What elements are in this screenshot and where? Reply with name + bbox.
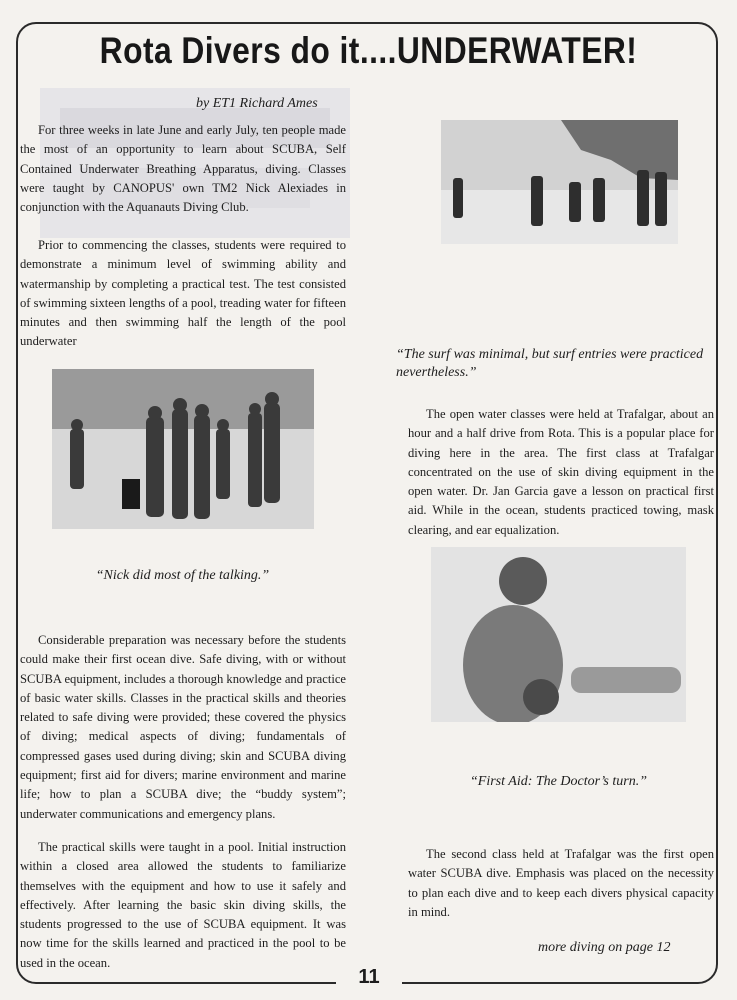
photo-caption-2: “The surf was minimal, but surf entries were practiced nevertheless.”	[396, 347, 704, 380]
paragraph-open-water: The open water classes were held at Trafalgar, about an hour and a half drive from Rota. This is a popular place for diving here in the area. The first class at Trafalgar concentrated on the use of skin diving equipment in the open water. Dr. Jan Garcia gave a lesson on practical first aid. While in the ocean, students practiced towing, mask clearing, and ear equalization.	[408, 407, 714, 537]
photo-caption-3: “First Aid: The Doctor’s turn.”	[470, 774, 647, 789]
photo-caption-1: “Nick did most of the talking.”	[95, 568, 270, 583]
paragraph-scuba-dive: The second class held at Trafalgar was the first open water SCUBA dive. Emphasis was placed on the necessity to plan each dive and to keep each divers physical capacity in mind.	[408, 847, 714, 919]
surf-entry-image	[441, 120, 678, 244]
continued-on-page-link[interactable]: more diving on page 12	[538, 940, 671, 955]
paragraph-intro: For three weeks in late June and early July, ten people made the most of an opportunity to learn about SCUBA, Self Contained Underwater Breathing Apparatus, diving. Classes were taught by CANOPUS' own TM2 Nick Alexiades in conjunction with the Aquanauts Diving Club.	[20, 123, 346, 215]
page-number: 11	[336, 966, 402, 989]
photo-nick-talking	[52, 369, 314, 529]
photo-surf-entries	[441, 120, 678, 244]
divers-on-beach-image	[52, 369, 314, 529]
paragraph-preparation: Considerable preparation was necessary before the students could make their first ocean dive. Safe diving, with or without SCUBA equipment, includes a thorough knowledge and practice of basic water skills. Classes in the practical skills and theories related to safe diving were provided; these covered the physics of diving; medical aspects of diving; fundamentals of compressed gases used during diving; skin and SCUBA diving equipment; first aid for divers; marine environment and marine life; how to plan a SCUBA dive; the “buddy system”; underwater communications and emergency plans.	[20, 633, 346, 821]
paragraph-pool-training: The practical skills were taught in a pool. Initial instruction within a closed area allowed the students to familiarize themselves with the equipment and how to use it safely and effectively. After learning the basic skin diving skills, the students progressed to the use of SCUBA equipment. It was now time for the skills learned and practiced in the pool to be used in the ocean.	[20, 840, 346, 970]
paragraph-prerequisites: Prior to commencing the classes, students were required to demonstrate a minimum level of swimming ability and watermanship by completing a practical test. The test consisted of swimming sixteen lengths of a pool, treading water for fifteen minutes and then swimming half the length of the pool underwater	[20, 238, 346, 349]
article-title: Rota Divers do it....UNDERWATER!	[99, 30, 638, 71]
photo-first-aid	[431, 547, 686, 722]
first-aid-image	[431, 547, 686, 722]
byline: by ET1 Richard Ames	[196, 96, 318, 111]
